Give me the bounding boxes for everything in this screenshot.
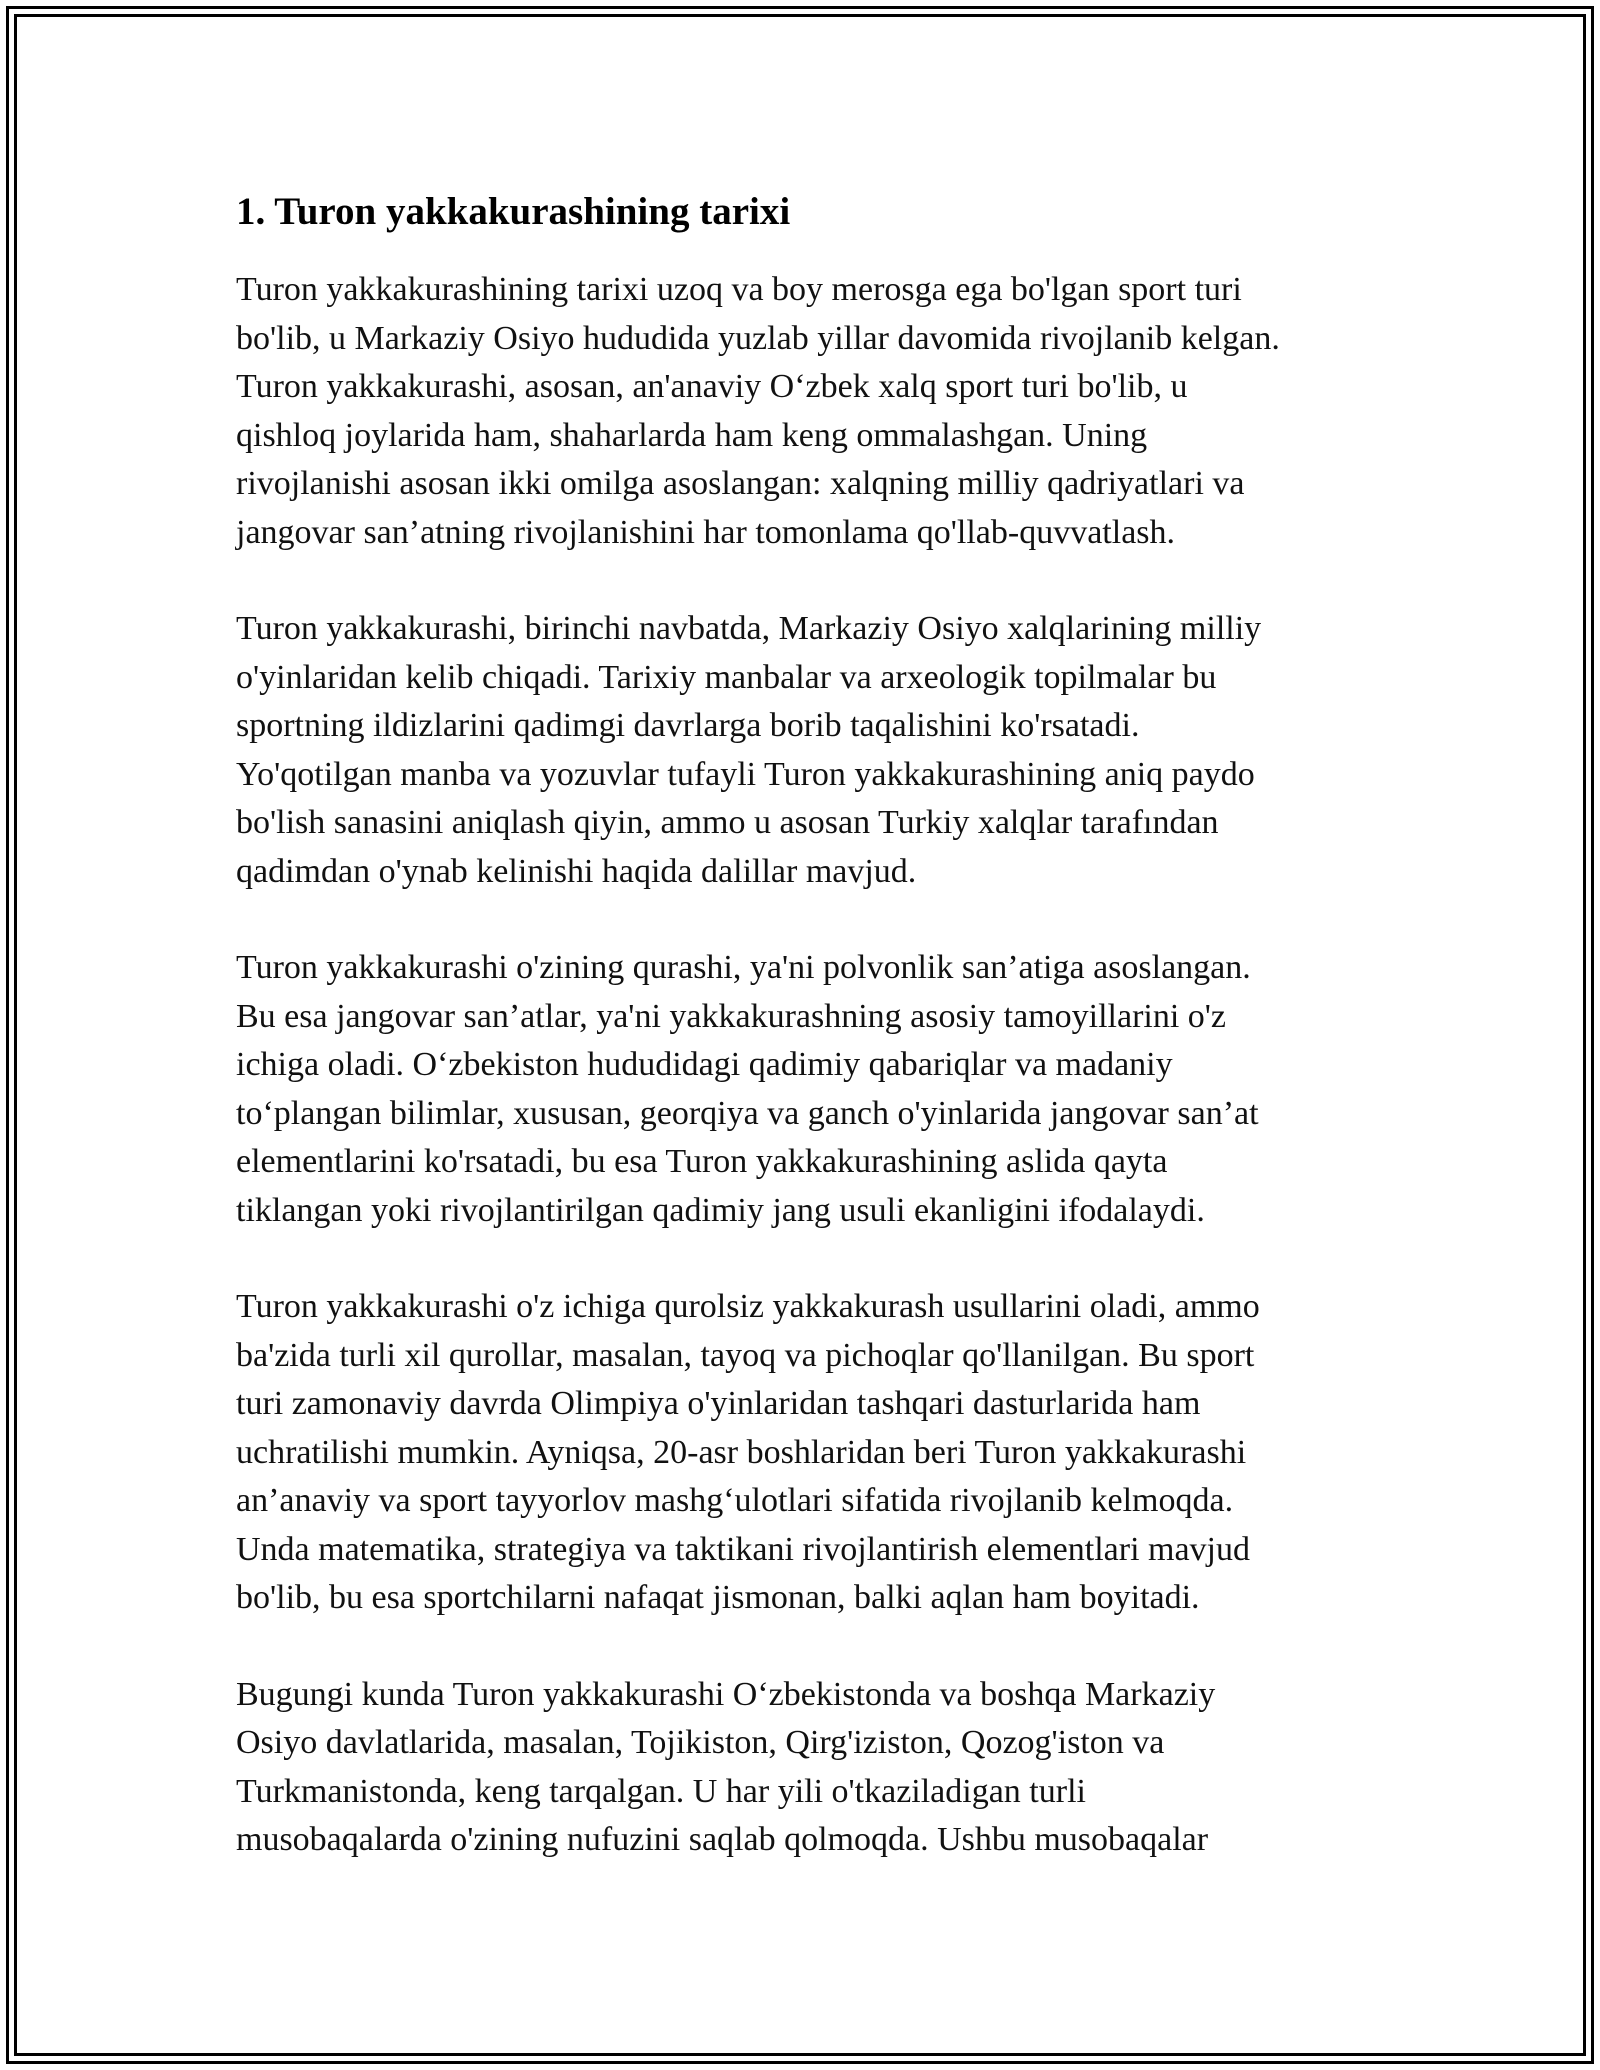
text-line: rivojlanishi asosan ikki omilga asoslangan: xalqning milliy qadriyatlari va (236, 465, 1245, 502)
text-line: Unda matematika, strategiya va taktikani rivojlantirish elementlari mavjud (236, 1530, 1251, 1568)
text-line: qadimdan o'ynab kelinishi haqida dalillar mavjud. (236, 852, 917, 890)
text-line: Yo'qotilgan manba va yozuvlar tufayli Turon yakkakurashining aniq paydo (236, 755, 1255, 793)
text-line: bo'lib, bu esa sportchilarni nafaqat jismonan, balki aqlan ham boyitadi. (236, 1579, 1200, 1616)
text-line: ba'zida turli xil qurollar, masalan, tayoq va pichoqlar qo'llanilgan. Bu sport (236, 1336, 1255, 1374)
text-line: Osiyo davlatlarida, masalan, Tojikiston, Qirg'iziston, Qozog'iston va (236, 1724, 1165, 1761)
text-line: bo'lib, u Markaziy Osiyo hududida yuzlab yillar davomida rivojlanib kelgan. (236, 319, 1280, 357)
text-line: Turon yakkakurashining tarixi uzoq va boy merosga ega bo'lgan sport turi (236, 271, 1242, 308)
text-line: Turkmanistonda, keng tarqalgan. U har yili o'tkaziladigan turli (236, 1772, 1086, 1810)
text-line: Turon yakkakurashi, asosan, an'anaviy O‘zbek xalq sport turi bo'lib, u (236, 368, 1188, 405)
text-line: an’anaviy va sport tayyorlov mashg‘ulotlari sifatida rivojlanib kelmoqda. (236, 1482, 1234, 1519)
text-line: to‘plangan bilimlar, xususan, georqiya va ganch o'yinlarida jangovar san’at (236, 1094, 1259, 1132)
document-body (236, 186, 1376, 1913)
text-line: ichiga oladi. O‘zbekiston hududidagi qadimiy qabariqlar va madaniy (236, 1046, 1173, 1083)
text-line: Turon yakkakurashi o'zining qurashi, ya'ni polvonlik san’atiga asoslangan. (236, 949, 1251, 986)
text-line: jangovar san’atning rivojlanishini har tomonlama qo'llab-quvvatlash. (236, 513, 1176, 551)
paragraph (236, 266, 1376, 557)
text-line: bo'lish sanasini aniqlash qiyin, ammo u asosan Turkiy xalqlar tarafından (236, 804, 1219, 841)
paragraph (236, 944, 1376, 1235)
text-line: Turon yakkakurashi, birinchi navbatda, Markaziy Osiyo xalqlarining milliy (236, 610, 1262, 647)
paragraph (236, 1671, 1376, 1865)
text-line: sportning ildizlarini qadimgi davrlarga borib taqalishini ko'rsatadi. (236, 707, 1140, 744)
section-heading: 1. Turon yakkakurashining tarixi (236, 190, 791, 233)
text-line: Bugungi kunda Turon yakkakurashi O‘zbekistonda va boshqa Markaziy (236, 1675, 1216, 1713)
text-line: elementlarini ko'rsatadi, bu esa Turon yakkakurashining aslida qayta (236, 1143, 1168, 1180)
text-line: uchratilishi mumkin. Ayniqsa, 20-asr boshlaridan beri Turon yakkakurashi (236, 1433, 1247, 1471)
text-line: Turon yakkakurashi o'z ichiga qurolsiz yakkakurash usullarini oladi, ammo (236, 1288, 1260, 1325)
paragraph (236, 605, 1376, 896)
paragraph (236, 1283, 1376, 1623)
text-line: musobaqalarda o'zining nufuzini saqlab qolmoqda. Ushbu musobaqalar (236, 1821, 1209, 1858)
text-line: Bu esa jangovar san’atlar, ya'ni yakkakurashning asosiy tamoyillarini o'z (236, 997, 1227, 1035)
text-line: tiklangan yoki rivojlantirilgan qadimiy jang usuli ekanligini ifodalaydi. (236, 1191, 1205, 1229)
text-line: o'yinlaridan kelib chiqadi. Tarixiy manbalar va arxeologik topilmalar bu (236, 658, 1217, 696)
text-line: turi zamonaviy davrda Olimpiya o'yinlaridan tashqari dasturlarida ham (236, 1385, 1201, 1422)
text-line: qishloq joylarida ham, shaharlarda ham keng ommalashgan. Uning (236, 416, 1148, 454)
